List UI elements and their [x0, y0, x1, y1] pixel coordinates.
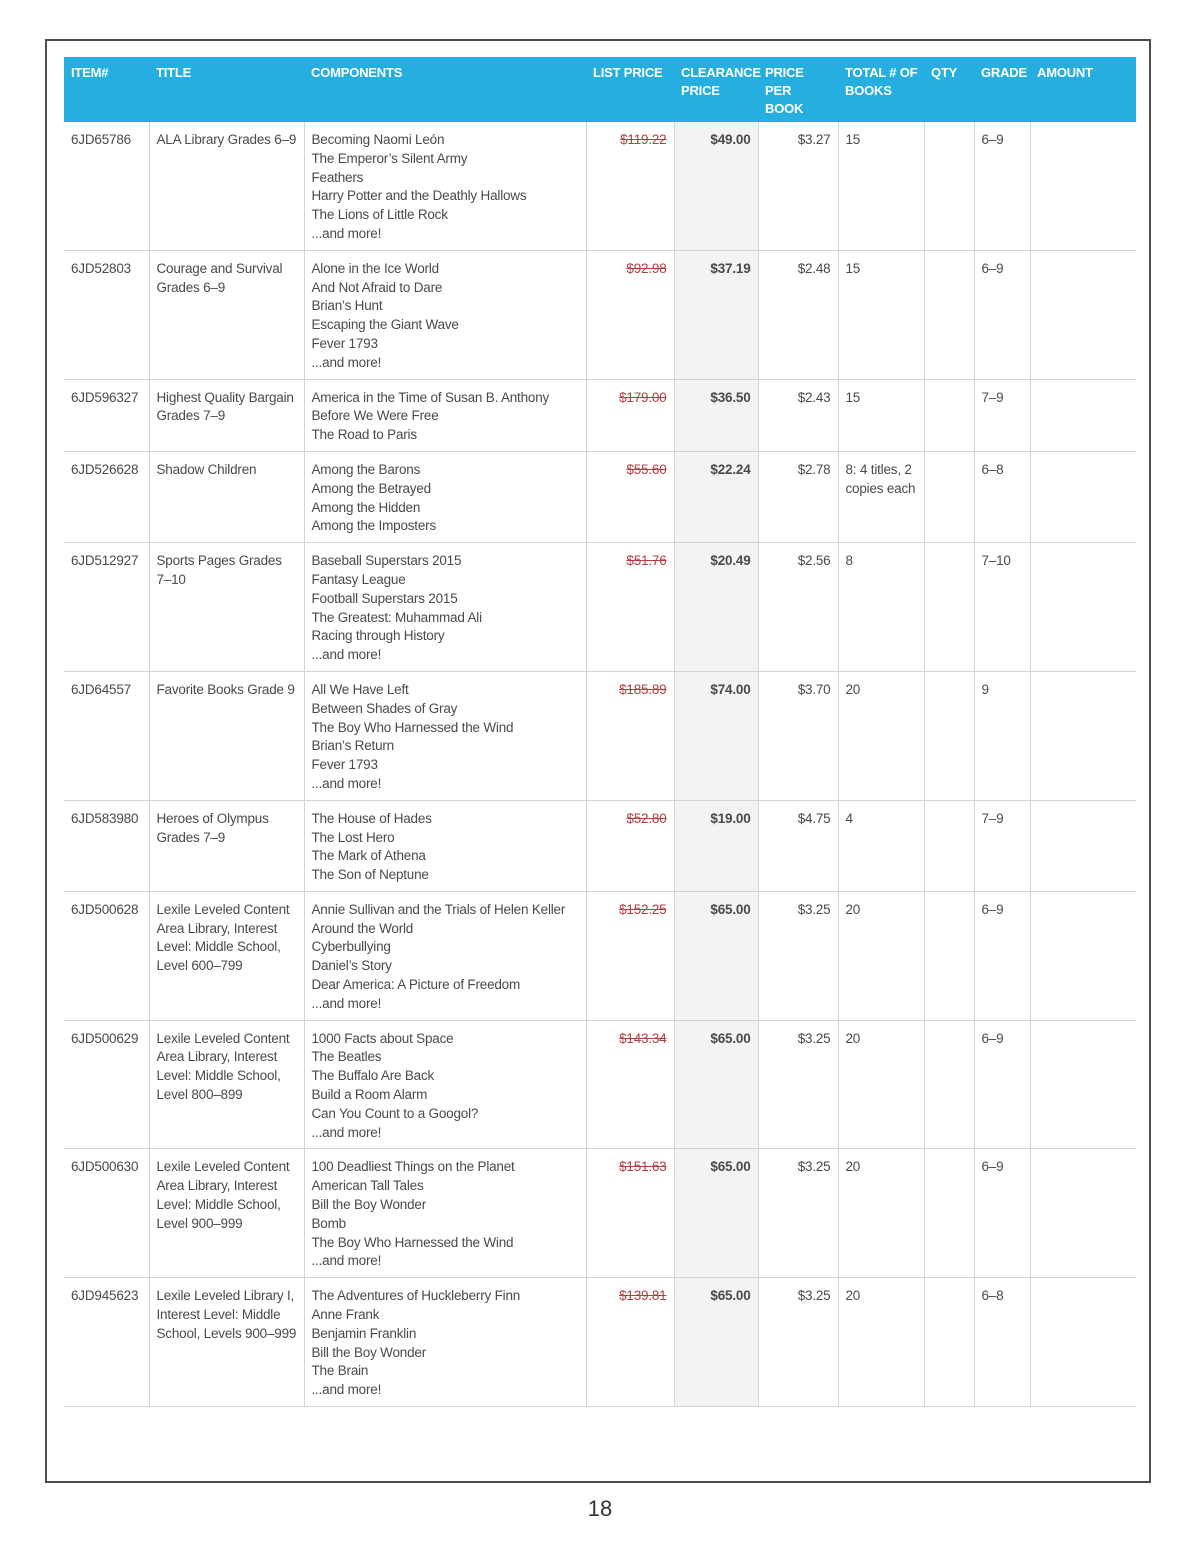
table-row [64, 543, 1136, 672]
product-title: ALA Library Grades 6–9 [149, 122, 304, 250]
qty-field[interactable] [924, 800, 974, 891]
col-header-total-books: TOTAL # OF BOOKS [845, 65, 918, 98]
qty-field[interactable] [924, 543, 974, 672]
clearance-price: $36.50 [674, 379, 758, 451]
col-header-price-per-book: PRICE PER BOOK [765, 65, 804, 116]
component-title: ...and more! [311, 647, 382, 663]
grade: 9 [974, 671, 1030, 800]
component-title: Dear America: A Picture of Freedom [311, 977, 521, 993]
component-title: Among the Barons [311, 461, 421, 477]
list-price: $55.60 [626, 461, 667, 477]
amount-field[interactable] [1030, 1149, 1136, 1278]
grade: 7–9 [974, 379, 1030, 451]
component-title: The Son of Neptune [311, 867, 429, 883]
list-price-cell [586, 1278, 674, 1407]
component-title: ...and more! [311, 995, 382, 1011]
col-header-item: ITEM# [71, 65, 109, 80]
component-title: Becoming Naomi León [311, 132, 445, 147]
component-title: The Mark of Athena [311, 848, 426, 864]
grade: 6–9 [974, 1149, 1030, 1278]
list-price-cell [586, 451, 674, 542]
price-per-book: $2.78 [758, 451, 838, 542]
price-per-book: $3.25 [758, 1278, 838, 1407]
component-title: Among the Hidden [311, 499, 421, 515]
component-title: America in the Time of Susan B. Anthony [311, 389, 550, 405]
grade: 6–9 [974, 122, 1030, 250]
list-price-cell [586, 800, 674, 891]
grade: 6–8 [974, 451, 1030, 542]
total-books: 20 [838, 671, 924, 800]
components-list [304, 379, 586, 451]
clearance-price: $49.00 [674, 122, 758, 250]
component-title: ...and more! [311, 1124, 382, 1140]
col-header-qty: QTY [931, 65, 958, 80]
qty-field[interactable] [924, 250, 974, 379]
component-title: The Lions of Little Rock [311, 207, 448, 223]
list-price-cell [586, 543, 674, 672]
table-body [64, 122, 1136, 1407]
component-title: Escaping the Giant Wave [311, 317, 459, 333]
list-price-cell [586, 250, 674, 379]
amount-field[interactable] [1030, 250, 1136, 379]
list-price: $143.34 [619, 1030, 667, 1046]
amount-field[interactable] [1030, 1020, 1136, 1149]
product-title: Sports Pages Grades 7–10 [149, 543, 304, 672]
qty-field[interactable] [924, 122, 974, 250]
components-list [304, 122, 586, 250]
product-title: Favorite Books Grade 9 [149, 671, 304, 800]
component-title: Among the Imposters [311, 518, 437, 534]
amount-field[interactable] [1030, 122, 1136, 250]
component-title: The Greatest: Muhammad Ali [311, 609, 482, 625]
list-price: $179.00 [619, 389, 667, 405]
component-title: Before We Were Free [311, 408, 439, 424]
grade: 6–9 [974, 1020, 1030, 1149]
component-title: All We Have Left [311, 681, 409, 697]
table-row [64, 379, 1136, 451]
component-title: Alone in the Ice World [311, 260, 439, 276]
components-list [304, 250, 586, 379]
list-price: $139.81 [619, 1288, 667, 1304]
product-title: Lexile Leveled Content Area Library, Interest Level: Middle School, Level 900–999 [149, 1149, 304, 1278]
component-title: The Buffalo Are Back [311, 1068, 435, 1084]
price-per-book: $3.25 [758, 1149, 838, 1278]
product-title: Lexile Leveled Library I, Interest Level: Middle School, Levels 900–999 [149, 1278, 304, 1407]
col-header-amount: AMOUNT [1037, 65, 1093, 80]
amount-field[interactable] [1030, 543, 1136, 672]
component-title: Feathers [311, 169, 364, 185]
component-title: Racing through History [311, 628, 445, 644]
price-per-book: $3.70 [758, 671, 838, 800]
table-row [64, 671, 1136, 800]
component-title: 1000 Facts about Space [311, 1030, 454, 1046]
component-title: 100 Deadliest Things on the Planet [311, 1159, 515, 1175]
list-price: $51.76 [626, 553, 667, 569]
component-title: The Boy Who Harnessed the Wind [311, 1234, 514, 1250]
col-header-components: COMPONENTS [311, 65, 403, 80]
component-title: Bill the Boy Wonder [311, 1344, 427, 1360]
product-title: Courage and Survival Grades 6–9 [149, 250, 304, 379]
price-per-book: $2.56 [758, 543, 838, 672]
list-price-cell [586, 122, 674, 250]
table-row [64, 122, 1136, 250]
component-title: Among the Betrayed [311, 480, 431, 496]
amount-field[interactable] [1030, 451, 1136, 542]
price-per-book: $3.25 [758, 1020, 838, 1149]
amount-field[interactable] [1030, 800, 1136, 891]
table-row [64, 891, 1136, 1020]
component-title: Around the World [311, 920, 414, 936]
component-title: American Tall Tales [311, 1178, 424, 1194]
product-title: Lexile Leveled Content Area Library, Interest Level: Middle School, Level 800–899 [149, 1020, 304, 1149]
component-title: Fever 1793 [311, 335, 378, 351]
component-title: The Boy Who Harnessed the Wind [311, 719, 514, 735]
list-price: $52.80 [626, 810, 667, 826]
component-title: Anne Frank [311, 1307, 380, 1323]
list-price-cell [586, 671, 674, 800]
component-title: The House of Hades [311, 810, 432, 826]
total-books: 8: 4 titles, 2 copies each [838, 451, 924, 542]
list-price-cell [586, 379, 674, 451]
table-row [64, 800, 1136, 891]
qty-field[interactable] [924, 671, 974, 800]
component-title: Brian’s Return [311, 738, 394, 754]
component-title: Baseball Superstars 2015 [311, 553, 462, 569]
total-books: 8 [838, 543, 924, 672]
grade: 6–9 [974, 891, 1030, 1020]
clearance-price: $74.00 [674, 671, 758, 800]
component-title: Fever 1793 [311, 757, 378, 773]
item-number: 6JD596327 [64, 379, 149, 451]
grade: 7–10 [974, 543, 1030, 672]
table-row [64, 1278, 1136, 1407]
list-price: $152.25 [619, 901, 667, 917]
clearance-price: $20.49 [674, 543, 758, 672]
item-number: 6JD500629 [64, 1020, 149, 1149]
component-title: ...and more! [311, 354, 382, 370]
component-title: ...and more! [311, 225, 382, 241]
qty-field[interactable] [924, 451, 974, 542]
amount-field[interactable] [1030, 1278, 1136, 1407]
col-header-list-price: LIST PRICE [593, 65, 663, 80]
col-header-clearance-price: CLEARANCE PRICE [681, 65, 761, 98]
component-title: The Adventures of Huckleberry Finn [311, 1288, 521, 1304]
component-title: ...and more! [311, 775, 382, 791]
item-number: 6JD945623 [64, 1278, 149, 1407]
table-row [64, 250, 1136, 379]
total-books: 15 [838, 122, 924, 250]
total-books: 20 [838, 891, 924, 1020]
grade: 6–8 [974, 1278, 1030, 1407]
component-title: And Not Afraid to Dare [311, 279, 443, 295]
components-list [304, 891, 586, 1020]
clearance-price: $37.19 [674, 250, 758, 379]
item-number: 6JD65786 [64, 122, 149, 250]
list-price-cell [586, 891, 674, 1020]
item-number: 6JD526628 [64, 451, 149, 542]
component-title: Can You Count to a Googol? [311, 1105, 479, 1121]
qty-field[interactable] [924, 1149, 974, 1278]
price-per-book: $2.48 [758, 250, 838, 379]
qty-field[interactable] [924, 891, 974, 1020]
table-row [64, 1149, 1136, 1278]
table-row [64, 1020, 1136, 1149]
price-per-book: $3.25 [758, 891, 838, 1020]
components-list [304, 1020, 586, 1149]
component-title: Daniel’s Story [311, 958, 392, 974]
clearance-table [64, 57, 1136, 1407]
component-title: Football Superstars 2015 [311, 590, 458, 606]
product-title: Shadow Children [149, 451, 304, 542]
list-price-cell [586, 1020, 674, 1149]
component-title: The Beatles [311, 1049, 382, 1065]
col-header-title: TITLE [156, 65, 192, 80]
item-number: 6JD500628 [64, 891, 149, 1020]
component-title: The Road to Paris [311, 427, 417, 443]
total-books: 20 [838, 1278, 924, 1407]
total-books: 15 [838, 250, 924, 379]
item-number: 6JD512927 [64, 543, 149, 672]
components-list [304, 543, 586, 672]
component-title: Brian’s Hunt [311, 298, 383, 314]
component-title: Cyberbullying [311, 939, 391, 955]
component-title: The Brain [311, 1363, 369, 1379]
list-price: $185.89 [619, 681, 667, 697]
components-list [304, 671, 586, 800]
qty-field[interactable] [924, 1278, 974, 1407]
component-title: The Emperor’s Silent Army [311, 150, 468, 166]
clearance-price: $65.00 [674, 1149, 758, 1278]
component-title: Build a Room Alarm [311, 1087, 428, 1103]
list-price: $151.63 [619, 1159, 667, 1175]
product-title: Heroes of Olympus Grades 7–9 [149, 800, 304, 891]
item-number: 6JD500630 [64, 1149, 149, 1278]
grade: 6–9 [974, 250, 1030, 379]
page-number: 18 [587, 1496, 613, 1521]
total-books: 15 [838, 379, 924, 451]
components-list [304, 800, 586, 891]
total-books: 20 [838, 1020, 924, 1149]
component-title: ...and more! [311, 1382, 382, 1398]
component-title: Fantasy League [311, 571, 406, 587]
item-number: 6JD583980 [64, 800, 149, 891]
component-title: Bill the Boy Wonder [311, 1197, 427, 1213]
product-title: Lexile Leveled Content Area Library, Interest Level: Middle School, Level 600–799 [149, 891, 304, 1020]
item-number: 6JD52803 [64, 250, 149, 379]
amount-field[interactable] [1030, 891, 1136, 1020]
clearance-price: $22.24 [674, 451, 758, 542]
table-header [64, 57, 1136, 122]
clearance-price: $65.00 [674, 891, 758, 1020]
component-title: ...and more! [311, 1253, 382, 1269]
total-books: 20 [838, 1149, 924, 1278]
clearance-price: $19.00 [674, 800, 758, 891]
product-title: Highest Quality Bargain Grades 7–9 [149, 379, 304, 451]
total-books: 4 [838, 800, 924, 891]
component-title: Harry Potter and the Deathly Hallows [311, 188, 527, 204]
table-row [64, 451, 1136, 542]
components-list [304, 1149, 586, 1278]
clearance-price: $65.00 [674, 1278, 758, 1407]
component-title: The Lost Hero [311, 829, 395, 845]
price-per-book: $3.27 [758, 122, 838, 250]
list-price: $92.98 [626, 260, 667, 276]
list-price: $119.22 [620, 132, 667, 147]
component-title: Bomb [311, 1215, 346, 1231]
grade: 7–9 [974, 800, 1030, 891]
col-header-grade: GRADE [981, 65, 1027, 80]
qty-field[interactable] [924, 379, 974, 451]
amount-field[interactable] [1030, 671, 1136, 800]
item-number: 6JD64557 [64, 671, 149, 800]
components-list [304, 1278, 586, 1407]
component-title: Annie Sullivan and the Trials of Helen Keller [311, 901, 566, 917]
component-title: Benjamin Franklin [311, 1325, 417, 1341]
components-list [304, 451, 586, 542]
list-price-cell [586, 1149, 674, 1278]
price-per-book: $4.75 [758, 800, 838, 891]
component-title: Between Shades of Gray [311, 700, 458, 716]
price-per-book: $2.43 [758, 379, 838, 451]
clearance-price: $65.00 [674, 1020, 758, 1149]
amount-field[interactable] [1030, 379, 1136, 451]
qty-field[interactable] [924, 1020, 974, 1149]
